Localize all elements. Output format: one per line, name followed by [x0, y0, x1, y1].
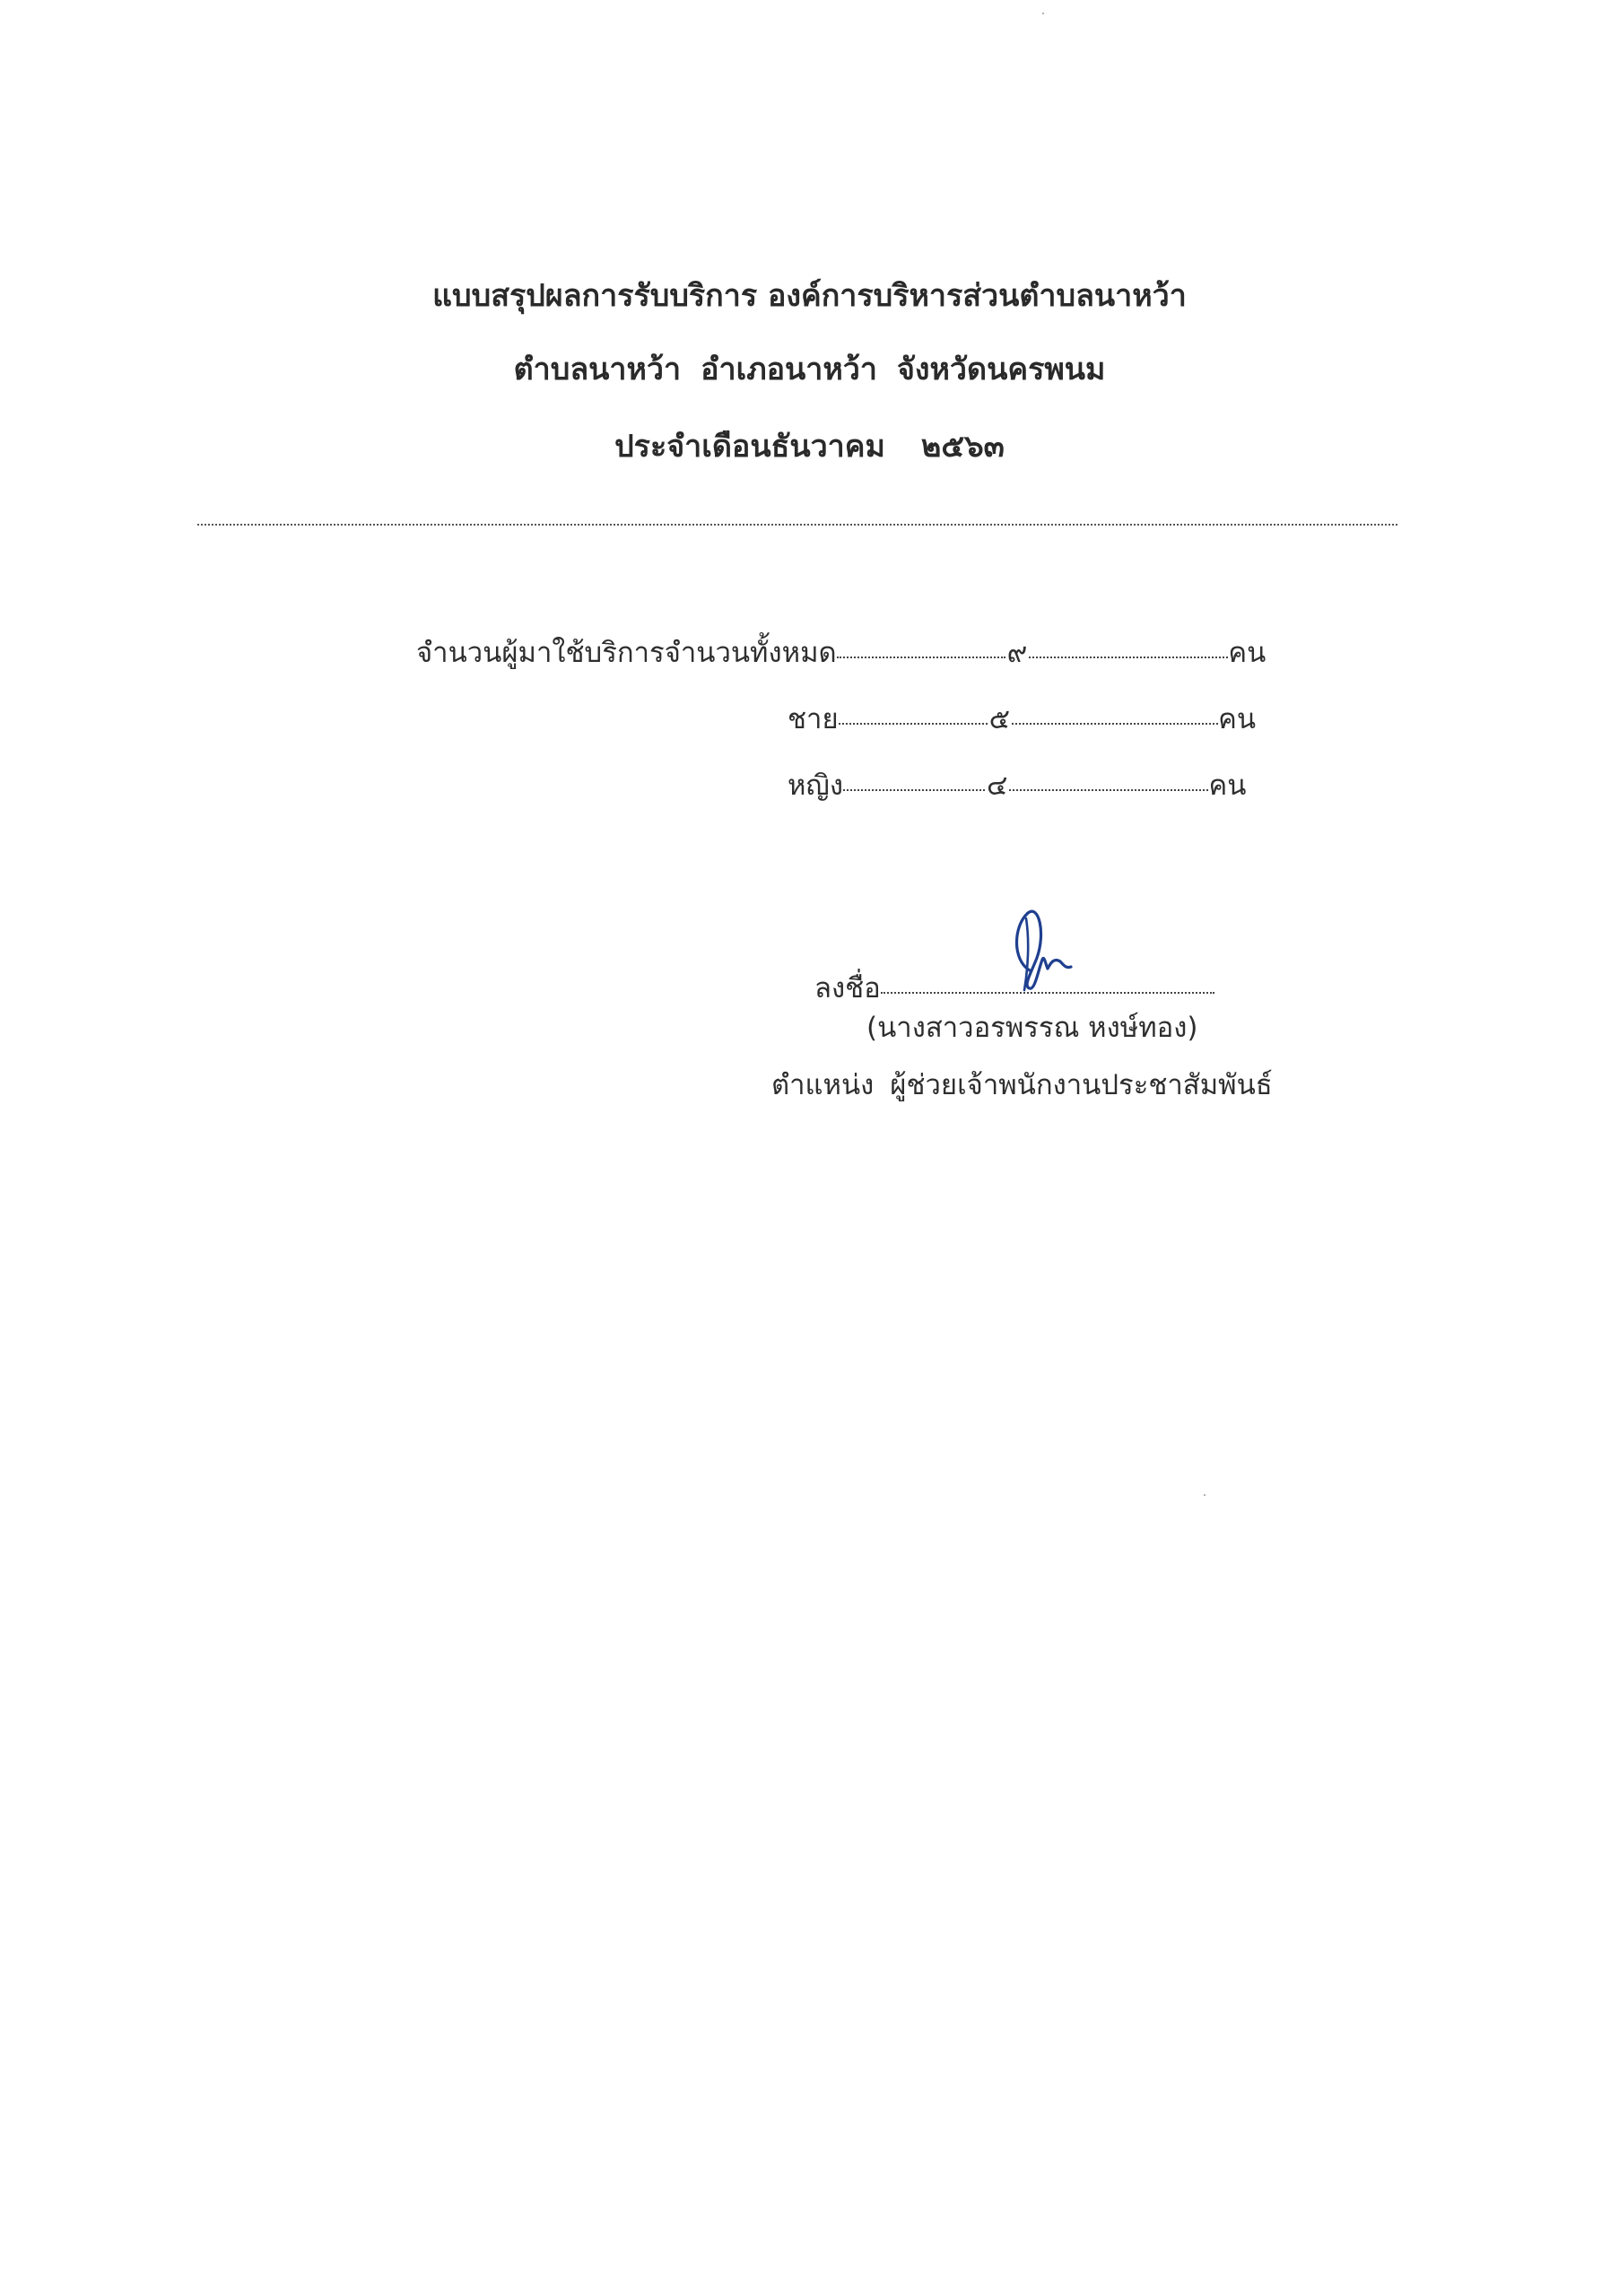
dotted-leader — [839, 722, 988, 725]
report-month: ประจำเดือนธันวาคม — [614, 429, 885, 465]
title-line-2 — [0, 352, 1619, 387]
stat-total-row — [416, 635, 1266, 671]
scan-speck — [1042, 13, 1044, 14]
subdistrict: ตำบลนาหว้า — [513, 352, 682, 387]
stat-total-label: จำนวนผู้มาใช้บริการจำนวนทั้งหมด — [416, 637, 837, 669]
stat-male-value: ๕ — [988, 703, 1011, 735]
district: อำเภอนาหว้า — [701, 352, 877, 387]
dotted-leader — [837, 656, 1005, 658]
scan-speck — [1204, 1494, 1206, 1496]
document-title — [0, 278, 1619, 314]
stat-unit: คน — [1228, 637, 1266, 669]
signatory-position — [771, 1067, 1273, 1103]
handwritten-signature — [1003, 906, 1092, 996]
sign-label: ลงชื่อ — [814, 972, 881, 1004]
dotted-leader — [1012, 722, 1218, 725]
signatory-name — [866, 1010, 1197, 1046]
position-text: ผู้ช่วยเจ้าพนักงานประชาสัมพันธ์ — [890, 1069, 1273, 1101]
stat-female-row — [788, 768, 1246, 804]
stat-total-value: ๙ — [1006, 637, 1028, 669]
position-label: ตำแหน่ง — [771, 1069, 875, 1101]
dotted-leader — [1029, 656, 1228, 658]
stat-male-row — [788, 701, 1256, 737]
title-line-1: แบบสรุปผลการรับบริการ องค์การบริหารส่วนตำบลนาหว้า — [432, 278, 1187, 314]
province: จังหวัดนครพนม — [897, 352, 1106, 387]
report-year: ๒๕๖๓ — [920, 429, 1005, 465]
dotted-leader — [843, 788, 985, 791]
stat-female-value: ๔ — [987, 770, 1008, 802]
dotted-leader — [1009, 788, 1208, 791]
stat-male-label: ชาย — [788, 703, 839, 735]
stat-unit: คน — [1208, 770, 1247, 802]
signatory-name-text: (นางสาวอรพรรณ หงษ์ทอง) — [866, 1012, 1198, 1044]
title-line-3 — [0, 429, 1619, 465]
dotted-separator — [197, 524, 1397, 526]
stat-female-label: หญิง — [788, 770, 843, 802]
stat-unit: คน — [1218, 703, 1257, 735]
